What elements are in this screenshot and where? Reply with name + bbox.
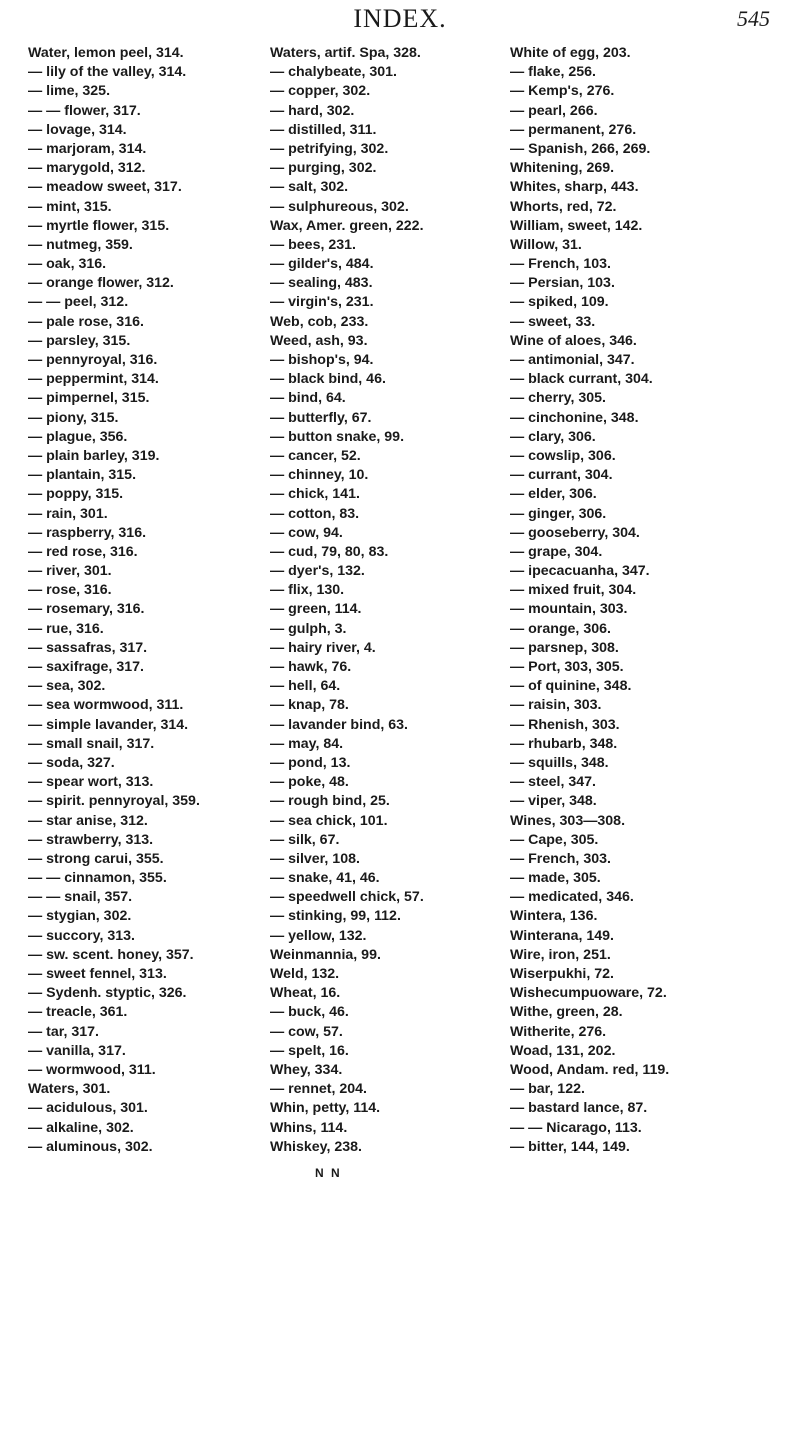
index-entry: Witherite, 276. (510, 1023, 607, 1040)
index-entry: Wines, 303—308. (510, 812, 626, 829)
index-entry: — myrtle flower, 315. (28, 217, 170, 234)
index-entry: — small snail, 317. (28, 735, 155, 752)
index-entry: — marygold, 312. (28, 160, 146, 177)
index-entry: — sweet, 33. (510, 313, 596, 330)
index-entry: — parsnep, 308. (510, 639, 619, 656)
index-entry: Weed, ash, 93. (270, 332, 368, 349)
index-entry: — pimpernel, 315. (28, 390, 150, 407)
index-entry: — — cinnamon, 355. (28, 870, 167, 887)
index-entry: — of quinine, 348. (510, 678, 632, 695)
index-entry: Whitening, 269. (510, 160, 615, 177)
index-entry: — sweet fennel, 313. (28, 966, 167, 982)
index-entry: — marjoram, 314. (28, 140, 147, 157)
index-entry: Whin, petty, 114. (270, 1100, 381, 1117)
index-entry: — poppy, 315. (28, 486, 124, 503)
index-entry: — sea chick, 101. (270, 812, 388, 829)
index-entry: — rue, 316. (28, 620, 104, 637)
index-entry: Wishecumpuoware, 72. (510, 985, 667, 1002)
index-entry: — plantain, 315. (28, 467, 137, 484)
index-entry: Waters, 301. (28, 1081, 111, 1098)
index-entry: — cud, 79, 80, 83. (270, 543, 389, 560)
index-entry: — bees, 231. (270, 236, 356, 253)
index-entry: — rennet, 204. (270, 1081, 367, 1098)
index-entry: — nutmeg, 359. (28, 236, 133, 253)
index-entry: — medicated, 346. (510, 889, 634, 906)
index-entry: — lime, 325. (28, 83, 111, 100)
index-entry: — rose, 316. (28, 582, 112, 599)
index-column-3 (510, 44, 669, 1157)
index-entry: — petrifying, 302. (270, 140, 389, 157)
index-entry: — oak, 316. (28, 256, 107, 273)
page-number: 545 (737, 6, 770, 31)
index-entry: — hairy river, 4. (270, 639, 376, 656)
index-entry: — butterfly, 67. (270, 409, 372, 426)
index-entry: White of egg, 203. (510, 45, 631, 61)
index-entry: Weld, 132. (270, 966, 340, 982)
index-entry: — pond, 13. (270, 754, 351, 771)
index-entry: — chick, 141. (270, 486, 360, 503)
index-columns (28, 44, 780, 1434)
index-entry: — made, 305. (510, 870, 601, 887)
index-entry: — spirit. pennyroyal, 359. (28, 793, 200, 810)
index-entry: — copper, 302. (270, 83, 371, 100)
index-entry: Whiskey, 238. (270, 1138, 363, 1155)
index-entry: — salt, 302. (270, 179, 349, 196)
index-entry: — soda, 327. (28, 754, 115, 771)
index-entry: — silver, 108. (270, 850, 360, 867)
index-entry: — black bind, 46. (270, 371, 386, 388)
index-entry: — spelt, 16. (270, 1042, 349, 1059)
index-entry: Woad, 131, 202. (510, 1042, 616, 1059)
index-entry: — silk, 67. (270, 831, 340, 848)
index-entry: — mixed fruit, 304. (510, 582, 637, 599)
index-entry: — bind, 64. (270, 390, 346, 407)
index-entry: Waters, artif. Spa, 328. (270, 45, 421, 61)
index-entry: — bar, 122. (510, 1081, 585, 1098)
index-entry: — raspberry, 316. (28, 524, 147, 541)
index-entry: — hard, 302. (270, 102, 355, 119)
index-entry: — river, 301. (28, 563, 112, 580)
index-entry: — permanent, 276. (510, 121, 637, 138)
index-entry: — bitter, 144, 149. (510, 1138, 630, 1155)
index-entry: — snake, 41, 46. (270, 870, 380, 887)
index-entry: Whites, sharp, 443. (510, 179, 639, 196)
index-entry: — Port, 303, 305. (510, 659, 624, 675)
index-entry: — sea wormwood, 311. (28, 697, 184, 714)
index-entry: — saxifrage, 317. (28, 659, 144, 675)
index-entry: — hawk, 76. (270, 659, 352, 675)
index-entry: — buck, 46. (270, 1004, 349, 1021)
index-entry: — simple lavander, 314. (28, 716, 189, 733)
index-entry: — black currant, 304. (510, 371, 653, 388)
index-entry: — — peel, 312. (28, 294, 129, 311)
index-entry: — Cape, 305. (510, 831, 599, 848)
index-entry: — gooseberry, 304. (510, 524, 640, 541)
index-entry: Web, cob, 233. (270, 313, 369, 330)
index-entry: — sea, 302. (28, 678, 106, 695)
page-header (0, 4, 800, 36)
index-entry: — purging, 302. (270, 160, 377, 177)
index-entry: — pale rose, 316. (28, 313, 144, 330)
index-entry: — spear wort, 313. (28, 774, 154, 791)
index-entry: — pennyroyal, 316. (28, 352, 158, 368)
index-entry: — rosemary, 316. (28, 601, 145, 618)
index-entry: William, sweet, 142. (510, 217, 643, 234)
index-entry: — clary, 306. (510, 428, 596, 445)
index-entry: — cow, 94. (270, 524, 343, 541)
index-entry: — virgin's, 231. (270, 294, 374, 311)
index-entry: — orange, 306. (510, 620, 611, 637)
index-entry: — rain, 301. (28, 505, 108, 522)
index-entry: — green, 114. (270, 601, 362, 618)
index-entry: — rough bind, 25. (270, 793, 390, 810)
index-entry: — Sydenh. styptic, 326. (28, 985, 187, 1002)
index-entry: — ipecacuanha, 347. (510, 563, 650, 580)
index-entry: — mint, 315. (28, 198, 112, 215)
index-entry: — Spanish, 266, 269. (510, 140, 651, 157)
index-entry: — parsley, 315. (28, 332, 131, 349)
index-entry: — rhubarb, 348. (510, 735, 618, 752)
index-entry: — flake, 256. (510, 64, 596, 81)
index-entry: — antimonial, 347. (510, 352, 635, 368)
index-entry: Whorts, red, 72. (510, 198, 617, 215)
index-entry: — Kemp's, 276. (510, 83, 615, 100)
index-entry: — may, 84. (270, 735, 344, 752)
index-entry: — distilled, 311. (270, 121, 377, 138)
index-entry: — chinney, 10. (270, 467, 369, 484)
index-entry: — gilder's, 484. (270, 256, 374, 273)
index-entry: — piony, 315. (28, 409, 119, 426)
index-entry: — hell, 64. (270, 678, 341, 695)
index-entry: — grape, 304. (510, 543, 603, 560)
index-column-1 (28, 44, 200, 1157)
index-entry: — dyer's, 132. (270, 563, 365, 580)
index-entry: — viper, 348. (510, 793, 597, 810)
index-entry: — Persian, 103. (510, 275, 615, 292)
index-entry: — bishop's, 94. (270, 352, 374, 368)
index-entry: — tar, 317. (28, 1023, 99, 1040)
index-entry: — pearl, 266. (510, 102, 598, 119)
index-entry: — spiked, 109. (510, 294, 609, 311)
index-entry: — sealing, 483. (270, 275, 373, 292)
page-title: INDEX. (353, 4, 447, 33)
index-entry: — lovage, 314. (28, 121, 127, 138)
index-entry: — gulph, 3. (270, 620, 347, 637)
index-entry: — vanilla, 317. (28, 1042, 126, 1059)
index-entry: — squills, 348. (510, 754, 609, 771)
index-entry: — red rose, 316. (28, 543, 138, 560)
index-entry: — raisin, 303. (510, 697, 602, 714)
index-entry: — wormwood, 311. (28, 1061, 156, 1078)
index-entry: — cotton, 83. (270, 505, 360, 522)
index-entry: — mountain, 303. (510, 601, 628, 618)
index-entry: — alkaline, 302. (28, 1119, 134, 1136)
index-entry: Wood, Andam. red, 119. (510, 1061, 670, 1078)
index-entry: — Rhenish, 303. (510, 716, 620, 733)
index-entry: Whins, 114. (270, 1119, 348, 1136)
index-entry: — poke, 48. (270, 774, 349, 791)
index-entry: Water, lemon peel, 314. (28, 45, 184, 61)
index-entry: — succory, 313. (28, 927, 135, 944)
index-entry: Willow, 31. (510, 236, 582, 253)
index-entry: Wintera, 136. (510, 908, 598, 925)
index-entry: — — snail, 357. (28, 889, 133, 906)
index-entry: Wire, iron, 251. (510, 946, 611, 963)
index-entry: — button snake, 99. (270, 428, 405, 445)
index-entry: — currant, 304. (510, 467, 613, 484)
index-entry: — flix, 130. (270, 582, 345, 599)
index-entry: Whey, 334. (270, 1061, 343, 1078)
signature-mark: N N (315, 1166, 342, 1180)
index-entry: — — flower, 317. (28, 102, 141, 119)
index-entry: — cinchonine, 348. (510, 409, 639, 426)
index-entry: — sulphureous, 302. (270, 198, 409, 215)
index-entry: Wine of aloes, 346. (510, 332, 637, 349)
index-entry: — strawberry, 313. (28, 831, 154, 848)
index-entry: — meadow sweet, 317. (28, 179, 182, 196)
index-entry: — cowslip, 306. (510, 447, 616, 464)
index-entry: Winterana, 149. (510, 927, 614, 944)
index-column-2 (270, 44, 424, 1157)
index-entry: — star anise, 312. (28, 812, 148, 829)
index-entry: — French, 303. (510, 850, 611, 867)
index-entry: — orange flower, 312. (28, 275, 174, 292)
index-entry: — — Nicarago, 113. (510, 1119, 642, 1136)
index-entry: Weinmannia, 99. (270, 946, 381, 963)
index-entry: — French, 103. (510, 256, 611, 273)
index-entry: — cancer, 52. (270, 447, 361, 464)
index-entry: — lavander bind, 63. (270, 716, 408, 733)
index-entry: — sassafras, 317. (28, 639, 148, 656)
index-entry: Wiserpukhi, 72. (510, 966, 614, 982)
index-entry: — aluminous, 302. (28, 1138, 153, 1155)
index-entry: — speedwell chick, 57. (270, 889, 424, 906)
index-entry: — chalybeate, 301. (270, 64, 397, 81)
index-entry: — plague, 356. (28, 428, 128, 445)
index-entry: — bastard lance, 87. (510, 1100, 648, 1117)
index-entry: Withe, green, 28. (510, 1004, 623, 1021)
index-entry: — strong carui, 355. (28, 850, 164, 867)
index-entry: — ginger, 306. (510, 505, 607, 522)
index-entry: — acidulous, 301. (28, 1100, 148, 1117)
index-entry: — stinking, 99, 112. (270, 908, 401, 925)
index-entry: — steel, 347. (510, 774, 596, 791)
index-entry: — sw. scent. honey, 357. (28, 946, 194, 963)
index-entry: — treacle, 361. (28, 1004, 128, 1021)
index-entry: Wheat, 16. (270, 985, 341, 1002)
index-entry: — stygian, 302. (28, 908, 132, 925)
index-entry: — cherry, 305. (510, 390, 606, 407)
index-entry: — elder, 306. (510, 486, 597, 503)
index-entry: — knap, 78. (270, 697, 349, 714)
index-entry: — lily of the valley, 314. (28, 64, 187, 81)
index-entry: — peppermint, 314. (28, 371, 159, 388)
index-entry: Wax, Amer. green, 222. (270, 217, 424, 234)
index-entry: — yellow, 132. (270, 927, 367, 944)
index-entry: — cow, 57. (270, 1023, 343, 1040)
index-entry: — plain barley, 319. (28, 447, 160, 464)
